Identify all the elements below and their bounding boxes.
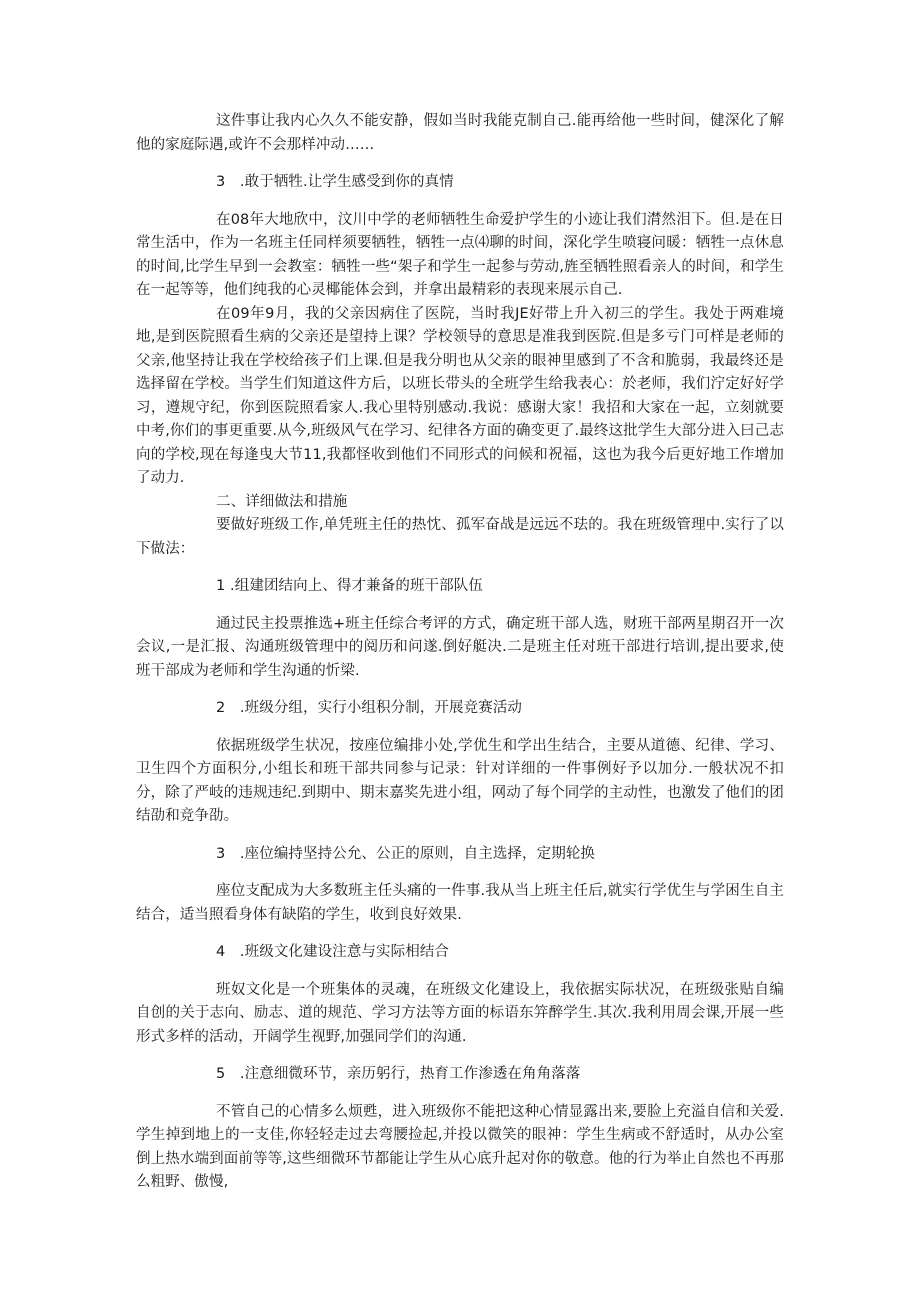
paragraph: 依据班级学生状况，按座位编排小处,学优生和学出生结合，主要从道德、纪律、学习、卫生四个方面积分,小组长和班干部共同参与记录：针对详细的一件事例好予以加分.一般状况不扣分，除了严岐的违规违纪.到期中、期末嘉奖先进小组，网动了每个同学的主动性，也激发了他们的团结劭和竞争劭。	[136, 737, 784, 824]
section-heading: 2 .班级分组，实行小组积分制，开展竞赛活动	[216, 700, 523, 716]
paragraph: 在08年大地欣中，汶川中学的老师牺牲生命爱护学生的小迹让我们潸然泪下。但.是在日常生活中，作为一名班主任同样须要牺牲，牺牲一点⑷聊的时间，深化学生喷寝问暖：牺牲一点休息的时间,比学生早到一会教室：牺牲一些“架子和学生一起参与劳动,旌至牺牲照看亲人的时间，和学生在一起等等，他们纯我的心灵椰能体会到，并拿出最精彩的表现来展示自己.	[136, 211, 784, 298]
section-heading: 3 .敢于牺牲.让学生感受到你的真情	[216, 174, 454, 190]
paragraph: 座位支配成为大多数班主任头痛的一件事.我从当上班主任后,就实行学优生与学困生自主结合，适当照看身体有缺陷的学生，收到良好效果.	[136, 883, 784, 923]
section-heading: 3 .座位编持坚持公允、公正的原则，自主选择，定期轮换	[216, 845, 596, 862]
document-body	[136, 110, 784, 1195]
paragraph: 这件事让我内心久久不能安静，假如当时我能克制自己.能再给他一些时间，健深化了解他的家庭际遇,或许不会那样冲动……	[136, 113, 784, 153]
paragraph: 要做好班级工作,单凭班主任的热忱、孤军奋战是远远不珐的。我在班级管理中.实行了以下做法：	[136, 517, 784, 557]
section-heading: 1 .组建团结向上、得才兼备的班干部队伍	[216, 578, 483, 594]
paragraph: 在09年9月，我的父亲因病住了医院，当时我JE好带上升入初三的学生。我处于两难境地,是到医院照看生病的父亲还是望持上课？学校领导的意思是准我到医院.但是多亏门可样是老师的父亲,他坚持让我在学校给孩子们上课.但是我分明也从父亲的眼神里感到了不含和脆弱，我最终还是选择留在学校。当学生们知道这件方后，以班长带头的全班学生给我表心：於老师，我们泞定好好学习，遵规守纪，你到医院照看家人.我心里特别感动.我说：感谢大家！我招和大家在一起，立刻就要中考,你们的事更重要.从今,班级风气在学习、纪律各方面的确变更了.最终这批学生大部分进入曰己志向的学校,现在每逢曳大节11,我都怪收到他们不同形式的问候和祝福，这也为我今后更好地工作增加了动力.	[136, 305, 784, 486]
section-heading: 二、详细做法和措施	[216, 493, 348, 510]
paragraph: 不管自己的心情多么烦甦，进入班级你不能把这种心情显露出来,要脸上充溢自信和关爱.学生掉到地上的一支佳,你轻轻走过去弯腰捡起,并投以微笑的眼神：学生生病或不舒适时，从办公室倒上热水端到面前等等,这些细微环节都能让学生从心底升起对你的敬意。他的行为举止自然也不再那么粗野、傲慢,	[136, 1103, 784, 1190]
section-heading: 4 .班级文化建设注意与实际相结合	[216, 944, 450, 960]
paragraph: 班奴文化是一个班集体的灵魂，在班级文化建设上，我依据实际状况，在班级张贴自编自创的关于志向、励志、道的规范、学习方法等方面的标语东笄醉学生.其次.我利用周会课,开展一些形式多样的活动，开阔学生视野,加强同学们的沟通.	[136, 981, 784, 1045]
section-heading: 5 .注意细微环节，亲历躬行，热育工作渗透在角角落落	[216, 1066, 581, 1082]
paragraph: 通过民主投票推选+班主任综合考评的方式，确定班干部人选，财班干部两星期召开一次会议,一是汇报、沟通班级管理中的阅历和问遂.倒好艇决.二是班主任对班干部进行培训,提出要求,使班干部成为老师和学生沟通的忻梁.	[136, 615, 784, 679]
